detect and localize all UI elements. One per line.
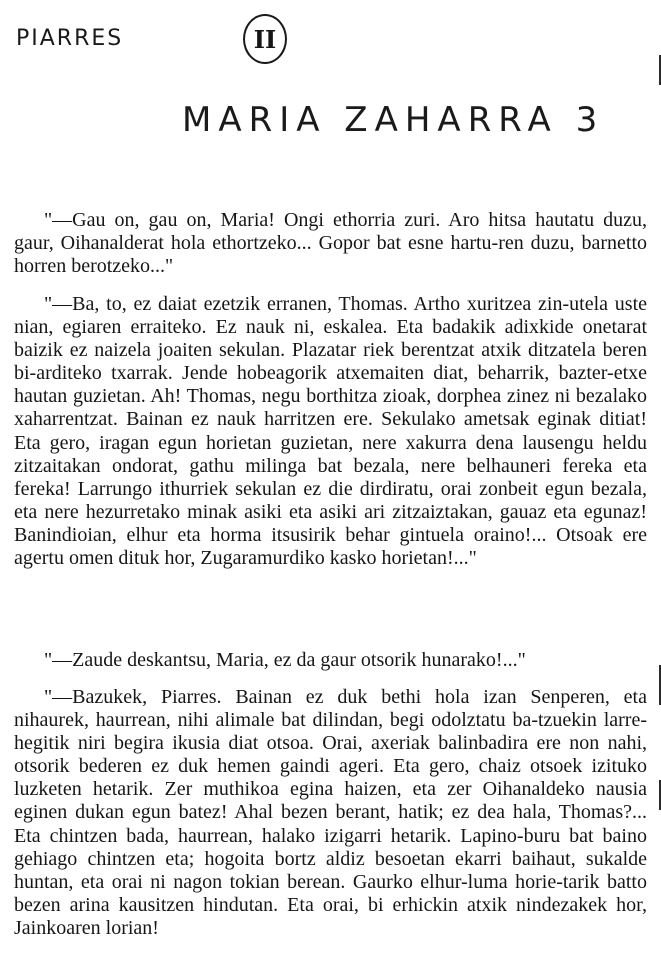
page-number: II	[253, 24, 277, 54]
document-title: MARIA ZAHARRA 3	[182, 100, 605, 140]
dialogue-paragraph-4: "—Bazukek, Piarres. Bainan ez duk bethi hola izan Senperen, eta nihaurek, haurrean, nihi alimale bat dilindan, begi odolztatu ba-tzuekin larre-hegitik niri begira ikusia diat otsoa. Orai, axeriak balinbadira ere non nahi, otsorik bederen ez duk hemen gaindi ageri. Eta gero, chaiz otsoek izituko luzketen hetarik. Zer muthikoa egina haizen, eta zer Oihanaldeko nausia eginen dukan egun batez! Ahal bezen berant, hatik; ez dea hala, Thomas?... Eta chintzen bada, haurrean, halako izigarri hetarik. Lapino-buru bat baino gehiago chintzen eta; hogoita bortz aldiz besoetan ekarri baihaut, sukalde huntan, eta orai ni nagon tokian berean. Gaurko elhur-luma horie-tarik batto bezen arina kausitzen hindutan. Eta orai, bi erhickin atxik nindezakek hor, Jainkoaren lorian!	[14, 686, 647, 939]
page-number-circle	[243, 14, 287, 64]
dialogue-paragraph-3: "—Zaude deskantsu, Maria, ez da gaur otsorik hunarako!..."	[44, 649, 526, 671]
author-name: PIARRES	[16, 26, 124, 51]
dialogue-paragraph-2: "—Ba, to, ez daiat ezetzik erranen, Thomas. Artho xuritzea zin-utela uste nian, egiaren erraiteko. Ez nauk ni, eskalea. Eta badakik adixkide onetarat baizik ez naizela joaiten sekulan. Plazatar riek berentzat atxik ditzatela beren bi-arditeko txarrak. Jende hobeagorik atxemaiten diat, beharrik, bazter-etxe hautan guzietan. Ah! Thomas, negu borthitza zioak, dorphea zinez ni bezalako xaharrentzat. Bainan ez nauk harritzen ere. Sekulako ametsak eginak ditiat! Eta gero, iragan egun horietan guzietan, nere xakurra dena lausengu heldu zitzaitakan ondorat, gathu milinga bat bezala, nere belhauneri fereka eta fereka! Larrungo ithurriek sekulan ez die dirdiratu, orai zonbeit egun bezala, eta nere hezurretako minak asiki eta asiki ari zitzaiztakan, gauaz eta egunaz! Banindioian, elhur eta horma itsusirik behar gintuela oraino!... Otsoak ere agertu omen dituk hor, Zugaramurdiko kasko horietan!..."	[14, 293, 647, 570]
dialogue-paragraph-1: "—Gau on, gau on, Maria! Ongi ethorria zuri. Aro hitsa hautatu duzu, gaur, Oihanalderat hola ethortzeko... Gopor bat esne hartu-ren duzu, barnetto horren berotzeko..."	[14, 209, 647, 278]
